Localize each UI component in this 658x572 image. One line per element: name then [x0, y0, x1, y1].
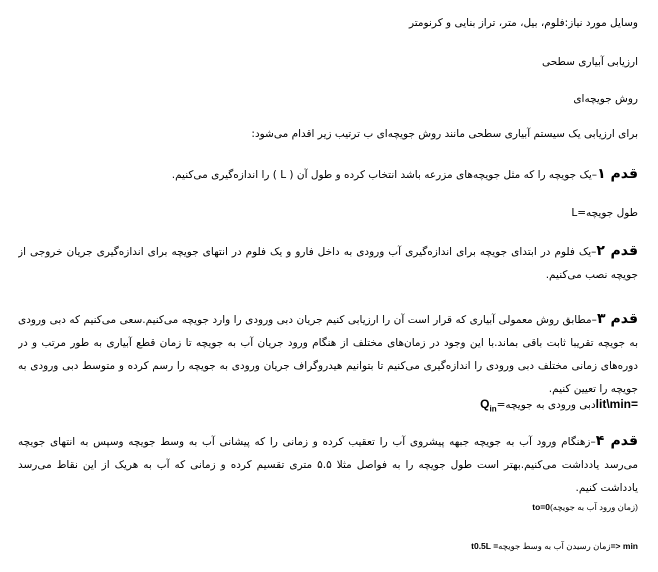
step-4-text: –زهنگام ورود آب به جویچه جبهه پیشروی آب را تعقیب کرده و زمانی را که پیشانی آب به وسط جویچه وسپس به انتهای جویچه می‌رسد یادداشت می‌کنیم.بهتر است طول جویچه را به فواصل مثلا ۵.۵ متری تقسیم کرده و زمانی که آب به هریک از این نقاط می‌رسد یادداشت کنیم. — [18, 436, 638, 494]
t05-label: زمان رسیدن آب به وسط جویچه — [498, 541, 611, 551]
step-1-text: –یک جویچه را که مثل جویچه‌های مزرعه باشد انتخاب کرده و طول آن ( L ) را اندازه‌گیری می‌کنیم. — [171, 169, 598, 181]
t05-formula — [18, 539, 638, 553]
t0-formula — [18, 500, 638, 514]
t05-symbol: t0.5L = — [471, 541, 499, 551]
step-4-label: قدم ۴ — [595, 433, 638, 449]
equipment-line: وسایل مورد نیاز:فلوم، بیل، متر، تراز بنایی و کرنومتر — [408, 17, 638, 29]
inflow-unit: lit\min= — [595, 397, 638, 411]
t05-unit: => min — [610, 541, 638, 551]
inflow-rate-formula — [18, 397, 638, 416]
step-1-paragraph — [18, 164, 638, 185]
t0-label: (زمان ورود آب به جویچه) — [549, 502, 638, 512]
inflow-symbol-subscript: in — [489, 404, 497, 414]
inflow-label: دبی ورودی به جویچه= — [496, 399, 596, 411]
heading-surface-irrigation-evaluation: ارزیابی آبیاری سطحی — [542, 56, 638, 68]
intro-paragraph: برای ارزیابی یک سیستم آبیاری سطحی مانند روش جویچه‌ای ب ترتیب زیر اقدام می‌شود: — [251, 128, 638, 140]
step-2-paragraph — [18, 240, 638, 287]
step-3-text: –مطابق روش معمولی آبیاری که قرار است آن را ارزیابی کنیم جریان دبی ورودی را وارد جویچه می‌کنیم.سعی می‌کنیم که دبی ورودی به جویچه تقریبا ثابت باقی بماند.با این وجود در زمان‌های مختلف از هنگام ورود جریان آب به جویچه تا زمان قطع آبیاری به طور مرتب و در دوره‌های زمانی مختلف دبی ورودی را اندازه‌گیری می‌کنیم تا بتوانیم هیدروگراف جریان ورودی به جویچه را رسم کرده و متوسط دبی ورودی به جویچه را تعیین کنیم. — [18, 314, 638, 395]
step-4-paragraph — [18, 430, 638, 500]
step-1-label: قدم ۱ — [597, 166, 638, 182]
step-3-paragraph — [18, 308, 638, 401]
inflow-symbol-q: Q — [480, 397, 490, 411]
step-2-text: –یک فلوم در ابتدای جویچه برای اندازه‌گیری آب ورودی به داخل فارو و یک فلوم در انتهای جویچه برای اندازه‌گیری جریان خروجی از جویچه نصب می‌کنیم. — [18, 246, 638, 281]
step-2-label: قدم ۲ — [596, 243, 638, 259]
heading-furrow-method: روش جویچه‌ای — [573, 93, 638, 105]
step-3-label: قدم ۳ — [596, 311, 638, 327]
t0-symbol: to=0 — [532, 502, 550, 512]
furrow-length-definition: طول جویچه=L — [571, 207, 638, 219]
inflow-symbol — [480, 397, 497, 414]
